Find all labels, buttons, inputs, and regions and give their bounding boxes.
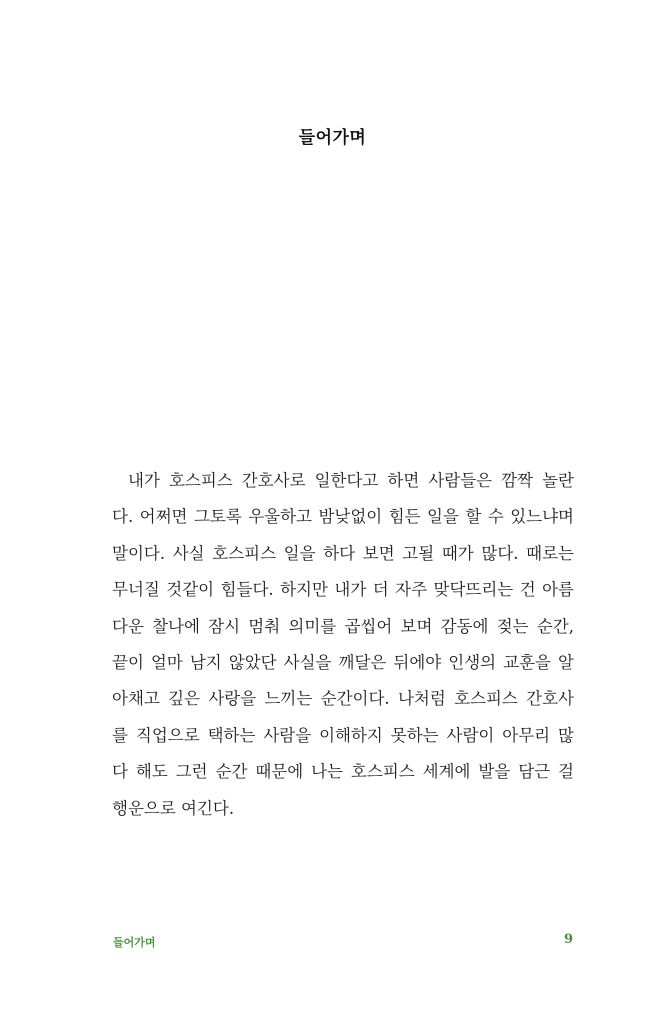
paragraph-line-8: 를 직업으로 택하는 사람을 이해하지 못하는 사람이 아무리 많 (112, 725, 574, 745)
running-head: 들어가며 (113, 936, 156, 949)
paragraph-line-5: 다운 찰나에 잠시 멈춰 의미를 곱씹어 보며 감동에 젖는 순간, (112, 616, 574, 636)
paragraph-line-9: 다 해도 그런 순간 때문에 나는 호스피스 세계에 발을 담근 걸 (112, 762, 574, 782)
paragraph-line-7: 아채고 깊은 사랑을 느끼는 순간이다. 나처럼 호스피스 간호사 (112, 689, 574, 709)
page-title: 들어가며 (298, 128, 367, 149)
paragraph-line-1: 내가 호스피스 간호사로 일한다고 하면 사람들은 깜짝 놀란 (128, 471, 574, 490)
page-number: 9 (563, 932, 573, 947)
paragraph-line-4: 무너질 것같이 힘들다. 하지만 내가 더 자주 맞닥뜨리는 건 아름 (112, 580, 574, 600)
paragraph-line-3: 말이다. 사실 호스피스 일을 하다 보면 고될 때가 많다. 때로는 (112, 543, 574, 563)
paragraph-line-6: 끝이 얼마 남지 않았단 사실을 깨달은 뒤에야 인생의 교훈을 알 (112, 652, 574, 672)
body-paragraph (112, 463, 574, 827)
paragraph-line-10: 행운으로 여긴다. (112, 798, 235, 818)
paragraph-line-2: 다. 어쩌면 그토록 우울하고 밤낮없이 힘든 일을 할 수 있느냐며 (112, 507, 574, 527)
